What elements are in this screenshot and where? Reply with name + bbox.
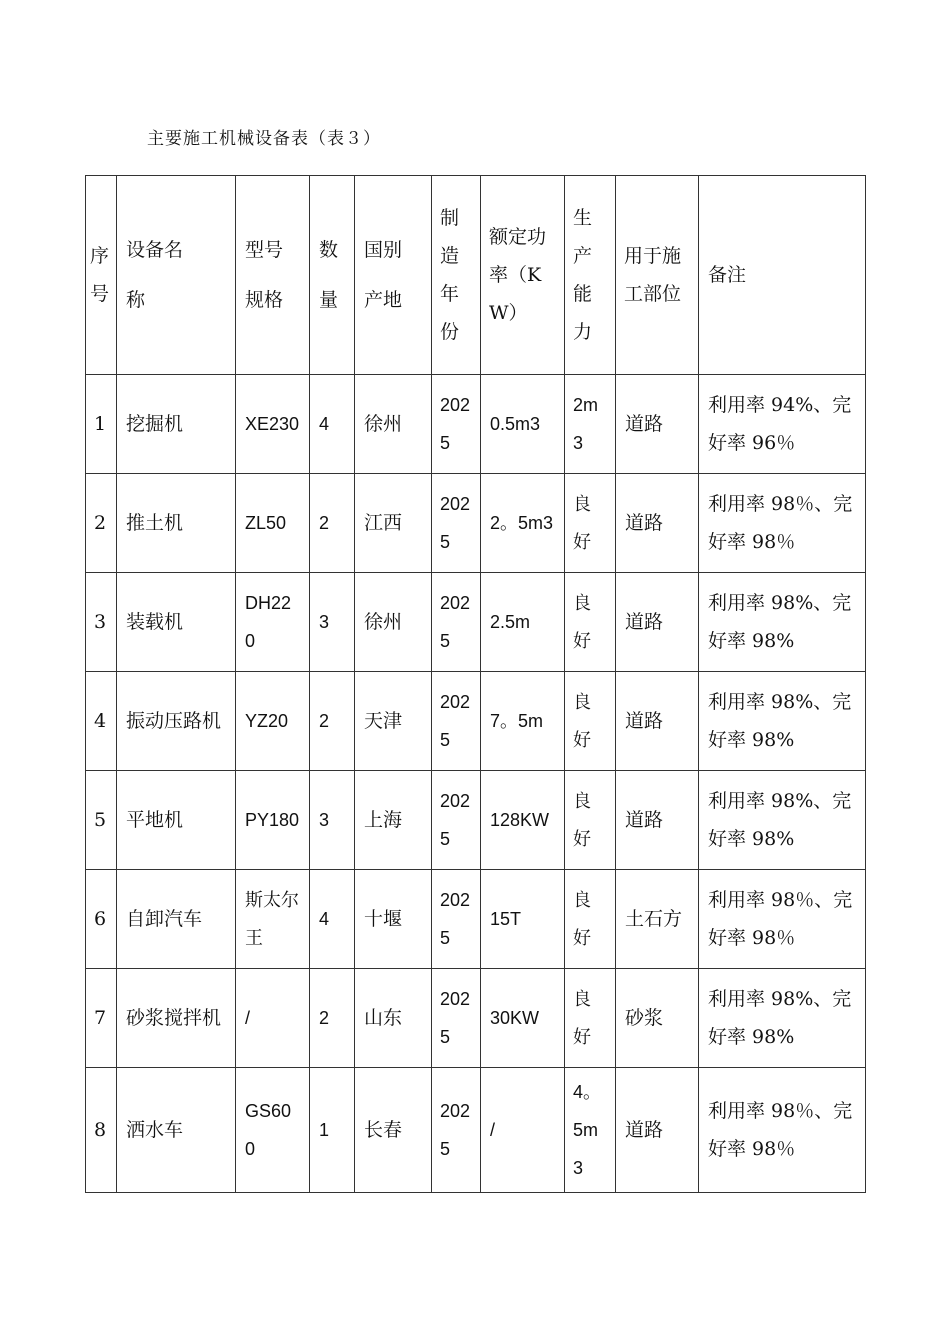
- header-remark: 备注: [699, 176, 866, 375]
- table-row: [86, 375, 866, 474]
- cell-origin: 徐州: [355, 573, 432, 672]
- cell-model: PY180: [236, 771, 310, 870]
- cell-qty: 4: [310, 870, 355, 969]
- cell-seq: 1: [86, 375, 117, 474]
- cell-power: 30KW: [481, 969, 565, 1068]
- cell-power: 15T: [481, 870, 565, 969]
- cell-power: 2.5m: [481, 573, 565, 672]
- cell-usage: 道路: [616, 672, 699, 771]
- cell-qty: 2: [310, 969, 355, 1068]
- header-qty: 数量: [310, 176, 355, 375]
- cell-capacity: 良好: [565, 870, 616, 969]
- cell-power: 2。5m3: [481, 474, 565, 573]
- cell-year: 2025: [432, 1068, 481, 1193]
- cell-qty: 2: [310, 474, 355, 573]
- table-row: [86, 969, 866, 1068]
- table-row: [86, 474, 866, 573]
- cell-seq: 7: [86, 969, 117, 1068]
- cell-seq: 3: [86, 573, 117, 672]
- header-origin: 国别产地: [355, 176, 432, 375]
- cell-remark: 利用率 94%、完好率 96％: [699, 375, 866, 474]
- cell-year: 2025: [432, 474, 481, 573]
- cell-capacity: 良好: [565, 969, 616, 1068]
- header-power: 额定功率（KW）: [481, 176, 565, 375]
- cell-capacity: 2m3: [565, 375, 616, 474]
- cell-seq: 8: [86, 1068, 117, 1193]
- cell-seq: 2: [86, 474, 117, 573]
- cell-remark: 利用率 98％、完好率 98％: [699, 870, 866, 969]
- table-row: [86, 870, 866, 969]
- cell-power: /: [481, 1068, 565, 1193]
- table-row: [86, 672, 866, 771]
- cell-capacity: 4。5m3: [565, 1068, 616, 1193]
- cell-model: YZ20: [236, 672, 310, 771]
- equipment-table: [85, 175, 866, 1193]
- cell-model: /: [236, 969, 310, 1068]
- cell-usage: 道路: [616, 771, 699, 870]
- header-name: 设备名称: [117, 176, 236, 375]
- cell-usage: 砂浆: [616, 969, 699, 1068]
- cell-capacity: 良好: [565, 672, 616, 771]
- cell-qty: 2: [310, 672, 355, 771]
- cell-remark: 利用率 98％、完好率 98％: [699, 474, 866, 573]
- cell-year: 2025: [432, 672, 481, 771]
- cell-model: ZL50: [236, 474, 310, 573]
- cell-model: GS600: [236, 1068, 310, 1193]
- header-capacity: 生产能力: [565, 176, 616, 375]
- cell-qty: 3: [310, 573, 355, 672]
- cell-remark: 利用率 98%、完好率 98%: [699, 771, 866, 870]
- cell-seq: 5: [86, 771, 117, 870]
- cell-name: 洒水车: [117, 1068, 236, 1193]
- cell-name: 平地机: [117, 771, 236, 870]
- table-row: [86, 771, 866, 870]
- cell-seq: 6: [86, 870, 117, 969]
- header-seq: 序号: [86, 176, 117, 375]
- cell-name: 推土机: [117, 474, 236, 573]
- table-row: [86, 1068, 866, 1193]
- cell-remark: 利用率 98%、完好率 98%: [699, 969, 866, 1068]
- header-row: [86, 176, 866, 375]
- cell-power: 7。5m: [481, 672, 565, 771]
- cell-usage: 道路: [616, 474, 699, 573]
- cell-capacity: 良好: [565, 573, 616, 672]
- cell-origin: 徐州: [355, 375, 432, 474]
- cell-remark: 利用率 98%、完好率 98%: [699, 573, 866, 672]
- cell-year: 2025: [432, 375, 481, 474]
- cell-qty: 3: [310, 771, 355, 870]
- cell-usage: 道路: [616, 375, 699, 474]
- cell-qty: 1: [310, 1068, 355, 1193]
- cell-model: XE230: [236, 375, 310, 474]
- cell-year: 2025: [432, 969, 481, 1068]
- cell-name: 砂浆搅拌机: [117, 969, 236, 1068]
- header-model: 型号规格: [236, 176, 310, 375]
- cell-name: 挖掘机: [117, 375, 236, 474]
- cell-remark: 利用率 98%、完好率 98%: [699, 672, 866, 771]
- cell-model: DH220: [236, 573, 310, 672]
- cell-seq: 4: [86, 672, 117, 771]
- table-row: [86, 573, 866, 672]
- cell-name: 振动压路机: [117, 672, 236, 771]
- cell-origin: 上海: [355, 771, 432, 870]
- cell-origin: 江西: [355, 474, 432, 573]
- cell-origin: 天津: [355, 672, 432, 771]
- header-year: 制造年份: [432, 176, 481, 375]
- cell-capacity: 良好: [565, 771, 616, 870]
- cell-usage: 道路: [616, 573, 699, 672]
- cell-model: 斯太尔王: [236, 870, 310, 969]
- cell-year: 2025: [432, 870, 481, 969]
- cell-name: 装载机: [117, 573, 236, 672]
- cell-qty: 4: [310, 375, 355, 474]
- cell-name: 自卸汽车: [117, 870, 236, 969]
- cell-remark: 利用率 98％、完好率 98％: [699, 1068, 866, 1193]
- cell-origin: 长春: [355, 1068, 432, 1193]
- cell-usage: 土石方: [616, 870, 699, 969]
- cell-usage: 道路: [616, 1068, 699, 1193]
- header-usage: 用于施工部位: [616, 176, 699, 375]
- cell-year: 2025: [432, 573, 481, 672]
- cell-power: 128KW: [481, 771, 565, 870]
- cell-year: 2025: [432, 771, 481, 870]
- cell-origin: 十堰: [355, 870, 432, 969]
- cell-capacity: 良好: [565, 474, 616, 573]
- table-title: 主要施工机械设备表（表３）: [147, 129, 381, 149]
- cell-origin: 山东: [355, 969, 432, 1068]
- cell-power: 0.5m3: [481, 375, 565, 474]
